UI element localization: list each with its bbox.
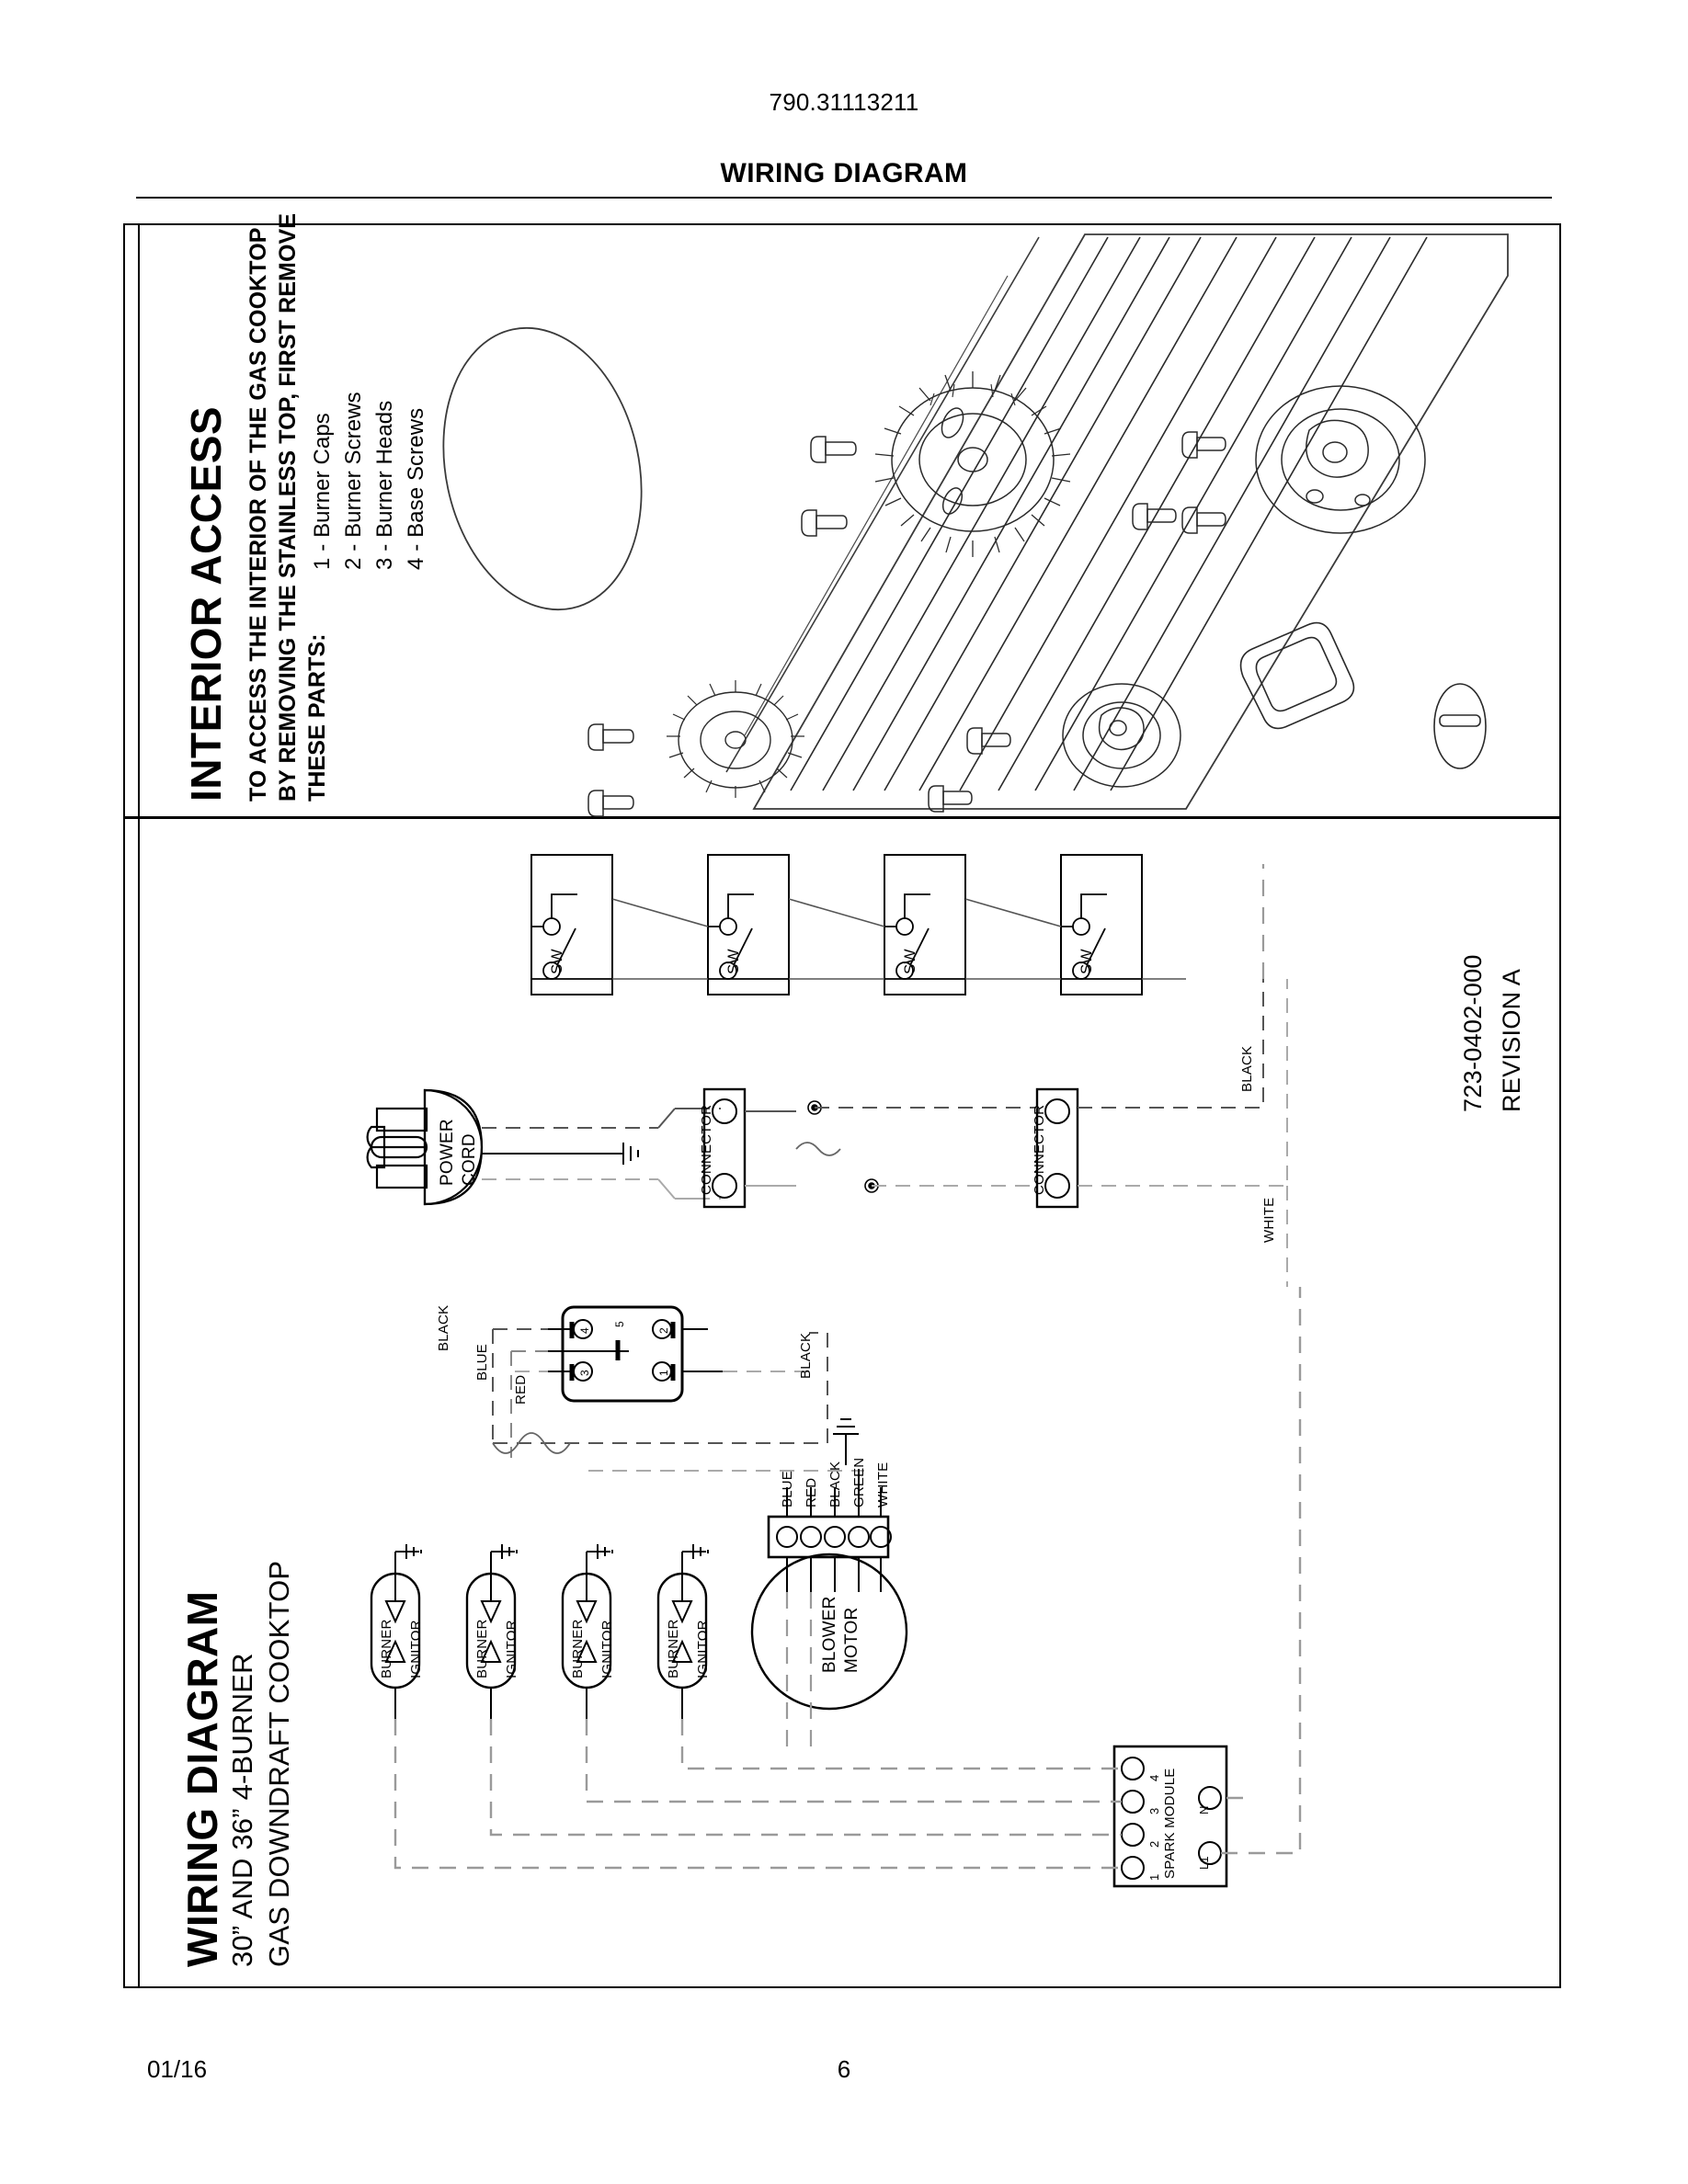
- blower-motor-label-2: MOTOR: [842, 1607, 861, 1673]
- parts-list-item-3: 3 - Burner Heads: [372, 400, 397, 570]
- interior-access-instruction-1: TO ACCESS THE INTERIOR OF THE GAS COOKTOP: [245, 227, 271, 802]
- burner-ignitor-label-4b: IGNITOR: [695, 1620, 711, 1678]
- relay-wire-label-red: RED: [513, 1374, 529, 1405]
- burner-ignitor-label-1a: BURNER: [379, 1619, 394, 1678]
- interior-access-instruction-3: THESE PARTS:: [304, 633, 330, 802]
- switch-label-4: SW: [1078, 949, 1095, 974]
- wire-label-black-main: BLACK: [1239, 1045, 1255, 1092]
- wiring-diagram-title: WIRING DIAGRAM: [178, 1590, 226, 1967]
- switch-label-3: SW: [901, 949, 918, 974]
- switch-label-1: SW: [548, 949, 565, 974]
- model-number: 790.31113211: [769, 88, 919, 116]
- wire-label-white-main: WHITE: [1261, 1197, 1277, 1243]
- burner-ignitor-label-1b: IGNITOR: [408, 1620, 424, 1678]
- header-divider: [136, 197, 1552, 199]
- bottom-panel-title-rule: [138, 819, 140, 1988]
- blower-wire-label-black: BLACK: [827, 1461, 843, 1507]
- burner-ignitor-label-2b: IGNITOR: [504, 1620, 519, 1678]
- wiring-diagram-subtitle-2: GAS DOWNDRAFT COOKTOP: [263, 1560, 295, 1967]
- interior-access-instruction-2: BY REMOVING THE STAINLESS TOP, FIRST REMOVE: [275, 212, 301, 802]
- spark-module-terminal-4: 4: [1147, 1774, 1161, 1781]
- wire-label-black-mid: BLACK: [798, 1332, 814, 1379]
- blower-motor-label-1: BLOWER: [820, 1596, 839, 1673]
- burner-ignitor-label-2a: BURNER: [474, 1619, 490, 1678]
- svg-text:3: 3: [578, 1370, 591, 1376]
- spark-module-terminal-2: 2: [1147, 1840, 1161, 1848]
- relay-wire-label-blue: BLUE: [474, 1344, 490, 1381]
- spark-module-terminal-1: 1: [1147, 1873, 1161, 1881]
- revision-label: REVISION A: [1498, 968, 1525, 1112]
- burner-ignitor-label-3a: BURNER: [570, 1619, 586, 1678]
- top-panel-title-rule: [138, 223, 140, 819]
- interior-access-title: INTERIOR ACCESS: [182, 405, 230, 802]
- spark-module-terminal-n: N: [1197, 1805, 1211, 1814]
- svg-text:5: 5: [613, 1321, 626, 1327]
- parts-list-item-1: 1 - Burner Caps: [310, 413, 335, 570]
- parts-list-item-2: 2 - Burner Screws: [341, 392, 366, 570]
- spark-module-label: SPARK MODULE: [1162, 1768, 1178, 1879]
- svg-text:2: 2: [657, 1327, 670, 1334]
- blower-wire-label-green: GREEN: [851, 1457, 867, 1507]
- footer-date-code: 01/16: [147, 2055, 208, 2083]
- spark-module-terminal-3: 3: [1147, 1807, 1161, 1814]
- blower-wire-label-red: RED: [804, 1477, 819, 1507]
- connector-label-1: CONNECTOR: [699, 1104, 714, 1195]
- drawing-number: 723-0402-000: [1459, 954, 1487, 1112]
- switch-label-2: SW: [724, 949, 742, 974]
- relay-wire-label-black: BLACK: [436, 1304, 451, 1351]
- burner-ignitor-label-3b: IGNITOR: [599, 1620, 615, 1678]
- spark-module-terminal-l1: L1: [1197, 1856, 1211, 1870]
- power-cord-label-1: POWER: [438, 1119, 457, 1186]
- connector-label-2: CONNECTOR: [1032, 1104, 1047, 1195]
- parts-list-item-4: 4 - Base Screws: [404, 407, 428, 570]
- power-cord-label-2: CORD: [460, 1133, 479, 1186]
- svg-text:1: 1: [657, 1370, 670, 1376]
- page-title: WIRING DIAGRAM: [720, 158, 968, 188]
- blower-wire-label-blue: BLUE: [780, 1471, 795, 1507]
- blower-wire-label-white: WHITE: [875, 1462, 891, 1507]
- footer-page-number: 6: [837, 2055, 851, 2083]
- panel-divider: [123, 816, 1561, 819]
- wiring-diagram-subtitle-1: 30” AND 36” 4-BURNER: [226, 1653, 258, 1967]
- burner-ignitor-label-4a: BURNER: [666, 1619, 681, 1678]
- diagram-frame: [123, 223, 1561, 1988]
- svg-text:4: 4: [578, 1327, 591, 1334]
